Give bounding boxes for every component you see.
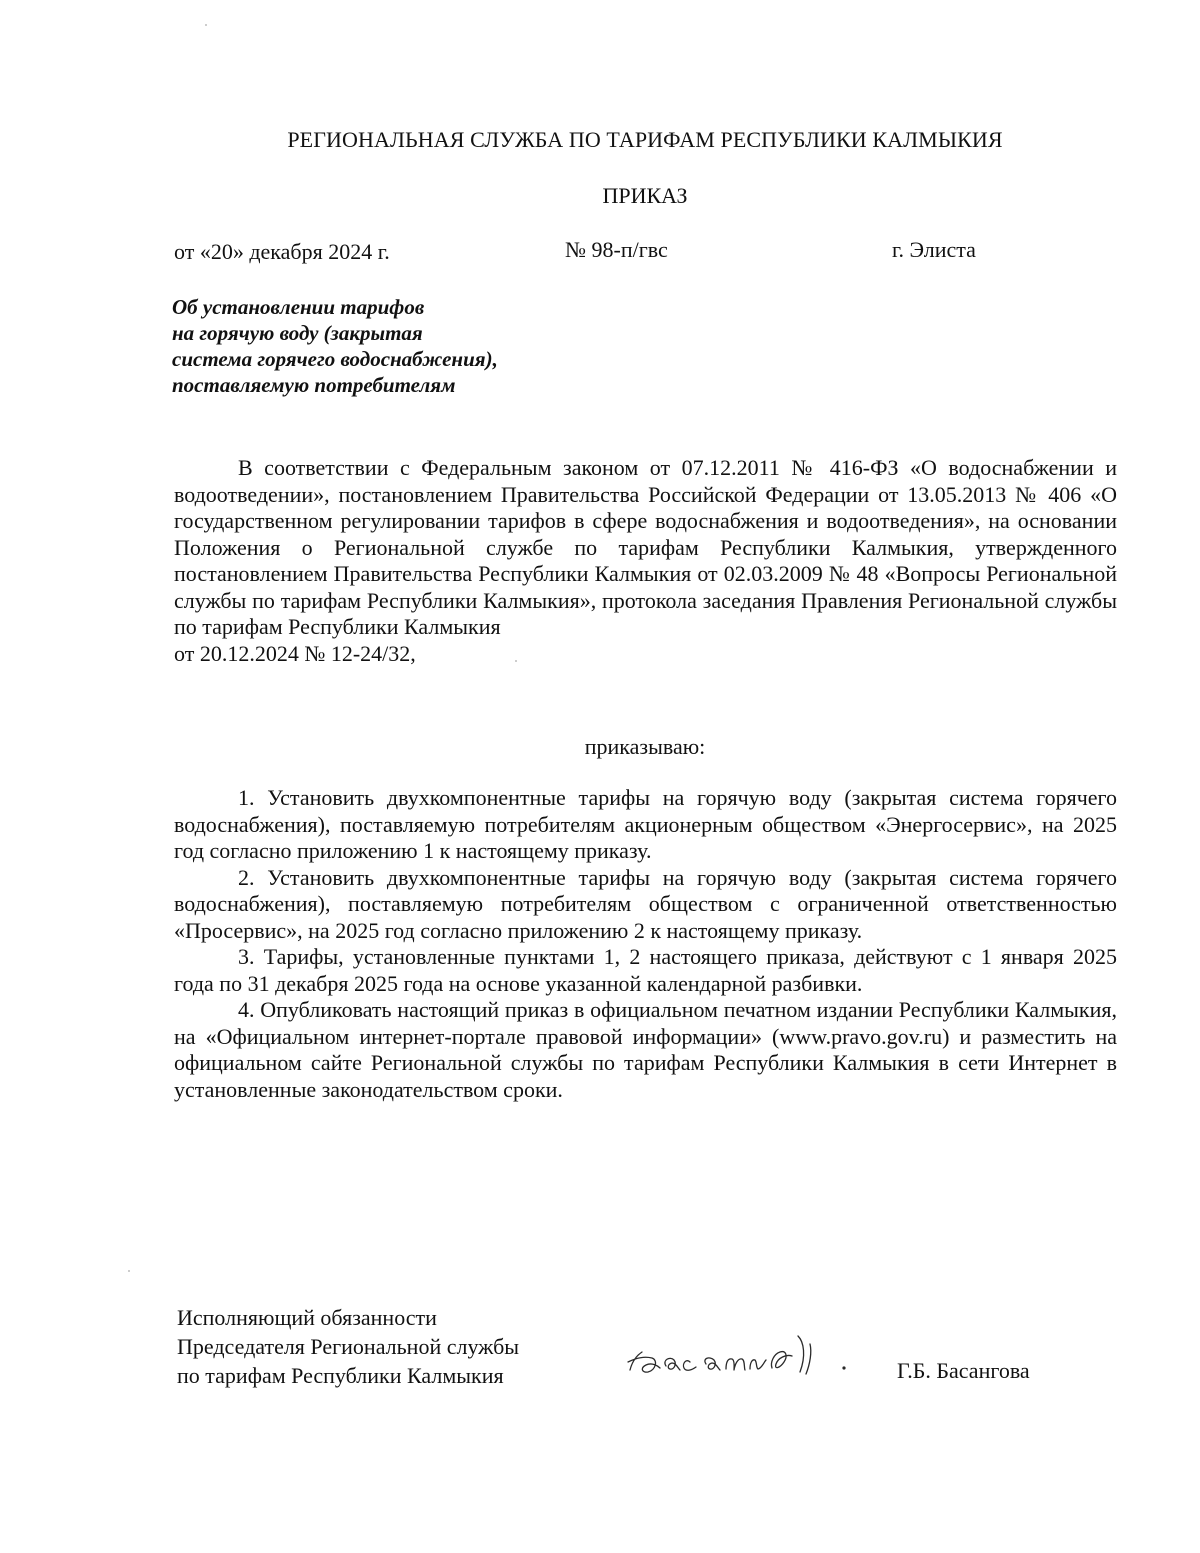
signatory-position [177,1303,519,1390]
scan-speck [515,660,517,662]
order-word: приказываю: [584,734,706,759]
order-date: от «20» декабря 2024 г. [174,239,390,264]
scan-speck [205,24,207,26]
subject-line: на горячую воду (закрытая [172,321,423,345]
order-number: № 98-п/гвс [565,237,668,262]
scan-speck [128,1270,130,1272]
order-items [174,785,1117,1103]
preamble-paragraph: В соответствии с Федеральным законом от 07.12.2011 № 416-ФЗ «О водоснабжении и водоотведении», постановлением Правительства Российской Федерации от 13.05.2013 № 406 «О государственном регулировании тарифов в сфере водоснабжения и водоотведения», на основании Положения о Региональной службе по тарифам Республики Калмыкия, утвержденного постановлением Правительства Республики Калмыкия от 02.03.2009 № 48 «Вопросы Региональной службы по тарифам Республики Калмыкия», протокола заседания Правления Региональной службы по тарифам Республики Калмыкия [174,455,1117,639]
handwritten-signature [622,1322,857,1382]
order-item: 4. Опубликовать настоящий приказ в официальном печатном издании Республики Калмыкия, на «Официальном интернет-портале правовой информации» (www.pravo.gov.ru) и разместить на официальном сайте Региональной службы по тарифам Республики Калмыкия в сети Интернет в установленные законодательством сроки. [174,997,1117,1102]
signatory-position-line: по тарифам Республики Калмыкия [177,1363,504,1388]
preamble-paragraph-end: от 20.12.2024 № 12-24/32, [174,640,416,666]
signer-name: Г.Б. Басангова [897,1358,1030,1383]
order-item: 1. Установить двухкомпонентные тарифы на горячую воду (закрытая система горячего водоснабжения), поставляемую потребителям акционерным обществом «Энергосервис», на 2025 год согласно приложению 1 к настоящему приказу. [174,785,1117,863]
signatory-position-line: Председателя Региональной службы [177,1334,520,1359]
order-item: 2. Установить двухкомпонентные тарифы на горячую воду (закрытая система горячего водоснабжения), поставляемую потребителям обществом с ограниченной ответственностью «Просервис», на 2025 год согласно приложению 2 к настоящему приказу. [174,864,1117,943]
subject-line: система горячего водоснабжения), [172,347,498,371]
document-type: ПРИКАЗ [602,183,688,208]
subject-line: Об установлении тарифов [172,295,425,319]
organization-title: РЕГИОНАЛЬНАЯ СЛУЖБА ПО ТАРИФАМ РЕСПУБЛИКИ КАЛМЫКИЯ [287,127,1003,152]
subject-line: поставляемую потребителям [172,373,456,397]
preamble [174,455,1117,667]
order-subject [172,294,498,398]
signatory-position-line: Исполняющий обязанности [177,1305,437,1330]
order-city: г. Элиста [892,237,976,262]
order-item: 3. Тарифы, установленные пунктами 1, 2 настоящего приказа, действуют с 1 января 2025 года по 31 декабря 2025 года на основе указанной календарной разбивки. [174,944,1117,996]
